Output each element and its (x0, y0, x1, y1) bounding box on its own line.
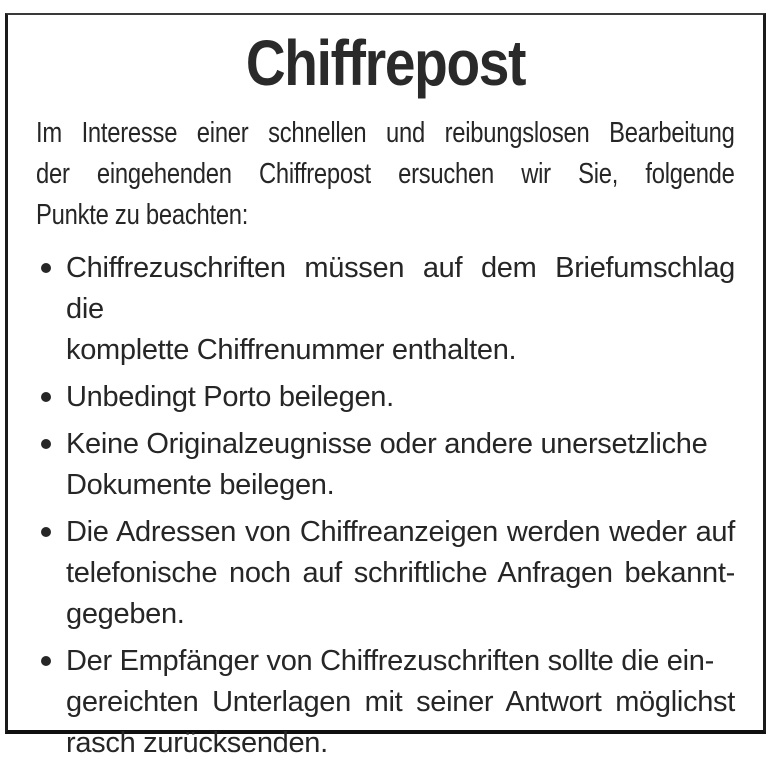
bullet-item (36, 377, 735, 418)
bullet-icon (36, 641, 66, 764)
text-line: gereichten Unterlagen mit seiner Antwort möglichst (66, 686, 735, 718)
bullet-item (36, 424, 735, 506)
text-line: rasch zurücksenden. (66, 727, 328, 759)
text-line: Chiffrezuschriften müssen auf dem Briefumschlag die (66, 252, 735, 325)
bullet-item (36, 512, 735, 635)
text-line: Im Interesse einer schnellen und reibungslosen Bearbeitung (36, 117, 735, 149)
text-line: Unbedingt Porto beilegen. (66, 381, 394, 413)
bullet-icon (36, 377, 66, 418)
text-line: Die Adressen von Chiffreanzeigen werden weder auf (66, 516, 735, 548)
text-line: Keine Originalzeugnisse oder andere unersetzliche (66, 428, 708, 460)
bullet-icon (36, 248, 66, 371)
bullet-list (36, 248, 735, 764)
notice-panel (5, 13, 766, 759)
bullet-item (36, 248, 735, 371)
notice-title: Chiffrepost (245, 27, 526, 99)
bullet-item (36, 641, 735, 764)
text-line: telefonische noch auf schriftliche Anfragen bekannt- (66, 557, 735, 589)
text-line: Dokumente beilegen. (66, 469, 335, 501)
text-line: Der Empfänger von Chiffrezuschriften sollte die ein- (66, 645, 714, 677)
text-line: gegeben. (66, 598, 185, 630)
intro-paragraph (36, 113, 735, 236)
text-line: Punkte zu beachten: (36, 199, 249, 231)
bullet-icon (36, 424, 66, 506)
bullet-icon (36, 512, 66, 635)
text-line: komplette Chiffrenummer enthalten. (66, 334, 517, 366)
text-line: der eingehenden Chiffrepost ersuchen wir Sie, folgende (36, 158, 735, 190)
